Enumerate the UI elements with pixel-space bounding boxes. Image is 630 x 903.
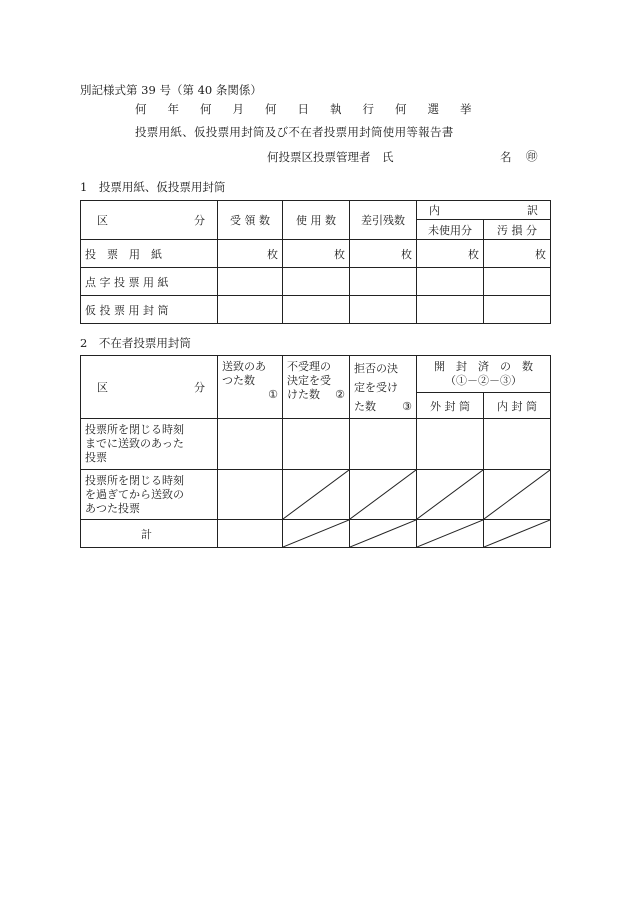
empty-cell bbox=[484, 419, 551, 470]
refused-line: 拒否の決 bbox=[354, 362, 398, 375]
category-char: 分 bbox=[194, 381, 205, 394]
unit-cell: 枚 bbox=[350, 240, 417, 268]
absentee-envelope-table bbox=[80, 355, 551, 548]
crossed-cell bbox=[484, 470, 551, 520]
rejected-line: 決定を受 bbox=[287, 374, 331, 387]
total-label: 計 bbox=[81, 520, 218, 548]
unused-header: 未使用分 bbox=[417, 220, 484, 240]
damaged-header: 汚 損 分 bbox=[484, 220, 551, 240]
sent-header bbox=[218, 356, 283, 419]
name-label: 名 bbox=[500, 150, 512, 164]
election-word: 月 bbox=[232, 102, 244, 116]
category-header bbox=[81, 356, 218, 419]
crossed-cell bbox=[350, 520, 417, 548]
opened-header bbox=[417, 356, 551, 393]
diagonal-line bbox=[350, 520, 416, 547]
opened-formula: （①－②－③） bbox=[445, 374, 522, 387]
election-word: 日 bbox=[297, 102, 309, 116]
circled-three: ③ bbox=[402, 400, 412, 413]
circled-one: ① bbox=[268, 388, 278, 401]
empty-cell bbox=[350, 268, 417, 296]
election-word: 何 bbox=[395, 102, 407, 116]
empty-cell bbox=[218, 419, 283, 470]
crossed-cell bbox=[283, 520, 350, 548]
row-label: 投 票 用 紙 bbox=[81, 240, 218, 268]
received-header: 受 領 数 bbox=[218, 201, 283, 240]
table-row bbox=[81, 240, 551, 268]
outer-envelope-header: 外 封 筒 bbox=[417, 393, 484, 419]
table-row bbox=[81, 470, 551, 520]
empty-cell bbox=[218, 470, 283, 520]
category-char: 分 bbox=[194, 214, 205, 227]
row-label-line: 投票所を閉じる時刻 bbox=[85, 473, 184, 487]
crossed-cell bbox=[484, 520, 551, 548]
empty-cell bbox=[283, 296, 350, 324]
empty-cell bbox=[283, 268, 350, 296]
category-header bbox=[81, 201, 218, 240]
breakdown-right: 訳 bbox=[527, 204, 538, 217]
election-word: 何 bbox=[200, 102, 212, 116]
unit-cell: 枚 bbox=[218, 240, 283, 268]
report-title: 投票用紙、仮投票用封筒及び不在者投票用封筒使用等報告書 bbox=[135, 125, 454, 139]
document-header: 別記様式第 39 号（第 40 条関係） bbox=[80, 83, 262, 97]
unit-cell: 枚 bbox=[484, 240, 551, 268]
empty-cell bbox=[350, 419, 417, 470]
empty-cell bbox=[218, 520, 283, 548]
election-line bbox=[135, 101, 493, 117]
sent-line: 送致のあ bbox=[222, 360, 266, 373]
opened-title: 開 封 済 の 数 bbox=[434, 360, 533, 373]
section2-heading: 2 不在者投票用封筒 bbox=[80, 336, 191, 350]
diagonal-line bbox=[283, 470, 349, 519]
row-label-line: を過ぎてから送致の bbox=[85, 487, 184, 501]
unit-cell: 枚 bbox=[417, 240, 484, 268]
table-row bbox=[81, 520, 551, 548]
refused-line: 定を受け bbox=[354, 381, 398, 394]
election-word: 何 bbox=[265, 102, 277, 116]
crossed-cell bbox=[417, 520, 484, 548]
election-word: 何 bbox=[135, 102, 147, 116]
election-word: 年 bbox=[167, 102, 179, 116]
empty-cell bbox=[218, 296, 283, 324]
diagonal-line bbox=[417, 520, 483, 547]
row-label: 仮 投 票 用 封 筒 bbox=[81, 296, 218, 324]
row-label-line: 投票所を閉じる時刻 bbox=[85, 423, 184, 436]
breakdown-left: 内 bbox=[429, 204, 440, 217]
rejected-header bbox=[283, 356, 350, 419]
inner-envelope-header: 内 封 筒 bbox=[484, 393, 551, 419]
rejected-line: 不受理の bbox=[287, 360, 331, 373]
empty-cell bbox=[417, 268, 484, 296]
diagonal-line bbox=[484, 470, 550, 519]
table-row bbox=[81, 268, 551, 296]
empty-cell bbox=[283, 419, 350, 470]
breakdown-header bbox=[417, 201, 551, 220]
empty-cell bbox=[350, 296, 417, 324]
crossed-cell bbox=[350, 470, 417, 520]
crossed-cell bbox=[417, 470, 484, 520]
election-word: 挙 bbox=[460, 102, 472, 116]
section1-heading: 1 投票用紙、仮投票用封筒 bbox=[80, 180, 226, 194]
remaining-header: 差引残数 bbox=[350, 201, 417, 240]
row-label: 点 字 投 票 用 紙 bbox=[81, 268, 218, 296]
election-word: 行 bbox=[362, 102, 374, 116]
used-header: 使 用 数 bbox=[283, 201, 350, 240]
refused-header bbox=[350, 356, 417, 419]
empty-cell bbox=[484, 296, 551, 324]
row-label bbox=[81, 419, 218, 470]
empty-cell bbox=[484, 268, 551, 296]
crossed-cell bbox=[283, 470, 350, 520]
empty-cell bbox=[218, 268, 283, 296]
diagonal-line bbox=[417, 470, 483, 519]
empty-cell bbox=[417, 419, 484, 470]
diagonal-line bbox=[350, 470, 416, 519]
row-label-line: 投票 bbox=[85, 451, 107, 464]
empty-cell bbox=[417, 296, 484, 324]
manager-label: 何投票区投票管理者 氏 bbox=[267, 150, 394, 164]
election-word: 執 bbox=[330, 102, 342, 116]
seal-mark: ㊞ bbox=[526, 149, 538, 163]
table-row bbox=[81, 419, 551, 470]
diagonal-line bbox=[484, 520, 550, 547]
table-row bbox=[81, 296, 551, 324]
category-char: 区 bbox=[97, 214, 108, 227]
diagonal-line bbox=[283, 520, 349, 547]
refused-line: た数 bbox=[354, 400, 376, 413]
unit-cell: 枚 bbox=[283, 240, 350, 268]
election-word: 選 bbox=[427, 102, 439, 116]
rejected-line: けた数 bbox=[287, 388, 320, 401]
row-label-line: までに送致のあった bbox=[85, 437, 184, 450]
sent-line: つた数 bbox=[222, 374, 255, 387]
row-label-line: あつた投票 bbox=[85, 501, 140, 515]
row-label bbox=[81, 470, 218, 520]
manager-signature-line bbox=[267, 149, 538, 165]
category-char: 区 bbox=[97, 381, 108, 394]
ballot-paper-table bbox=[80, 200, 551, 324]
circled-two: ② bbox=[335, 388, 345, 401]
